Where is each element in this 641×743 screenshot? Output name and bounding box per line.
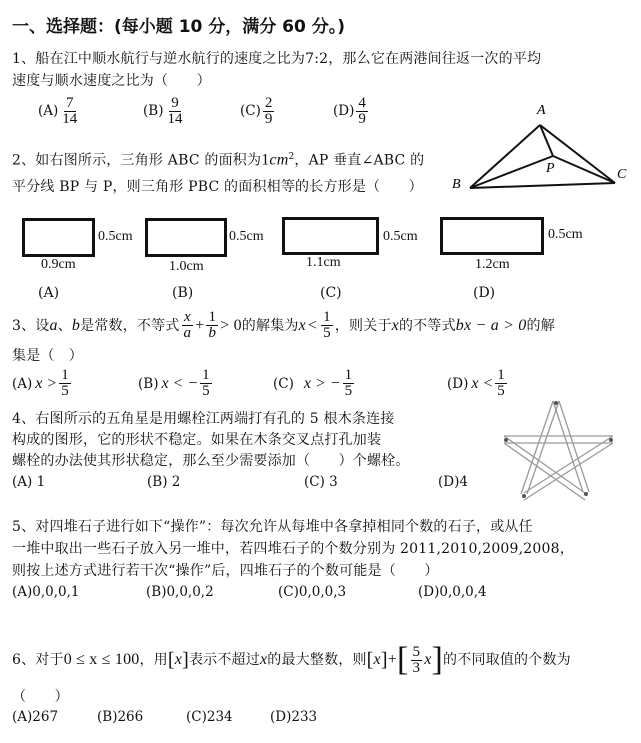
rect-height-label: 0.5cm <box>383 229 418 244</box>
q3-text: 的解 <box>526 317 555 334</box>
q4-line1: 4、右图所示的五角星是用螺栓江两端打有孔的 5 根木条连接 <box>12 411 395 427</box>
option-label: (A) <box>38 285 60 301</box>
fraction-denominator: 5 <box>323 325 331 341</box>
rect-width-label: 0.9cm <box>41 257 76 272</box>
q5-option-a[interactable]: (A)0,0,0,1 <box>12 584 80 600</box>
q5-line3: 则按上述方式进行若干次“操作”后，四堆石子的个数可能是（ ） <box>12 563 439 579</box>
q1-option-c[interactable] <box>240 96 276 127</box>
area-exponent: 2 <box>288 152 295 162</box>
fraction-denominator: a <box>183 325 192 341</box>
var-x: x <box>373 651 381 668</box>
fraction-numerator: 9 <box>171 95 179 111</box>
q3-option-a[interactable] <box>12 368 73 399</box>
range-expression: 0 ≤ x ≤ 100 <box>63 651 140 668</box>
var-a: a <box>49 316 58 334</box>
q6-text: 6、对于 <box>12 652 64 668</box>
q5-line1: 5、对四堆石子进行如下“操作”：每次允许从每堆中各拿掉相同个数的石子，或从任 <box>12 519 533 535</box>
option-label: (C) <box>240 103 261 119</box>
option-label: (C) <box>320 285 342 301</box>
var-x: x <box>298 316 306 334</box>
q6-option-b[interactable]: (B)266 <box>97 709 144 725</box>
bolt-left <box>504 438 508 442</box>
fraction-denominator: 9 <box>264 111 273 127</box>
floor-bracket-close: ] <box>380 649 388 671</box>
fraction-numerator: 1 <box>61 367 69 383</box>
fraction-numerator: 5 <box>412 643 421 660</box>
option-label: (A) <box>12 375 33 392</box>
q4-option-b[interactable]: (B) 2 <box>147 474 181 490</box>
q6-option-a[interactable]: (A)267 <box>12 709 59 725</box>
option-label: (B) <box>172 285 194 301</box>
q3-text: 、 <box>57 317 72 334</box>
rect-width-label: 1.2cm <box>475 257 510 272</box>
rectangle-d <box>440 217 544 255</box>
rect-height-label: 0.5cm <box>98 229 133 244</box>
rectangle-a <box>22 218 95 257</box>
var-x: x <box>174 651 183 668</box>
rectangle-c <box>282 217 379 255</box>
fraction-numerator: 7 <box>66 95 74 111</box>
q6-option-d[interactable]: (D)233 <box>270 709 318 725</box>
q4-option-d[interactable]: (D)4 <box>438 474 468 490</box>
rect-width-label: 1.1cm <box>306 255 341 270</box>
bolt-top <box>554 401 558 405</box>
q6-line1 <box>12 643 571 677</box>
option-relation: x < − <box>161 374 199 392</box>
triangle-abc-figure <box>440 95 641 205</box>
fraction-denominator: 9 <box>358 111 366 127</box>
pentagram-figure <box>490 390 620 505</box>
floor-bracket-open: [ <box>366 649 374 671</box>
q6-option-c[interactable]: (C)234 <box>186 709 233 725</box>
q3-line2: 集是（ ） <box>12 348 83 364</box>
option-label: (D) <box>333 103 355 119</box>
fraction-numerator: 2 <box>264 95 273 111</box>
option-label: (C) <box>273 375 294 392</box>
fraction-denominator: 14 <box>167 111 183 127</box>
rectangle-b <box>145 218 227 257</box>
floor-bracket-close: ] <box>431 641 444 678</box>
var-x: x <box>391 316 399 334</box>
fraction-denominator: 5 <box>61 383 69 399</box>
q3-text: 的不等式 <box>398 317 456 334</box>
q3-text: 的解集为 <box>241 317 299 334</box>
vertex-label-b: B <box>452 177 461 192</box>
bolt-bottom-right <box>584 492 588 496</box>
q1-option-b[interactable] <box>143 96 186 127</box>
fraction-numerator: x <box>183 309 191 325</box>
q3-line1 <box>12 310 555 341</box>
stick-1 <box>521 401 553 494</box>
area-value: 1 <box>261 151 270 169</box>
var-x: x <box>259 651 268 668</box>
fraction-numerator: 1 <box>344 367 353 383</box>
section-title: 一、选择题：(每小题 10 分，满分 60 分。) <box>12 17 346 37</box>
q3-text: 是常数，不等式 <box>80 317 180 334</box>
option-relation: x > − <box>303 374 341 392</box>
option-relation: x < <box>471 374 494 392</box>
option-relation: x > <box>35 374 58 392</box>
fraction-numerator: 1 <box>208 309 217 325</box>
q6-text: 表示不超过 <box>188 652 260 668</box>
q6-text: 的不同取值的个数为 <box>443 652 571 668</box>
q2-line2: 平分线 BP 与 P，则三角形 PBC 的面积相等的长方形是（ ） <box>12 179 423 195</box>
q4-line2: 构成的图形，它的形状不稳定。如果在木条交叉点打孔加装 <box>12 432 382 448</box>
fraction-denominator: 5 <box>497 383 505 399</box>
vertex-label-a: A <box>537 103 546 118</box>
q2-line1 <box>12 148 424 170</box>
option-label: (D) <box>473 285 496 301</box>
bolt-bottom-left <box>522 494 526 498</box>
q6-text: ，用 <box>139 652 168 668</box>
inequality-expression: bx − a > 0 <box>455 316 527 334</box>
q4-option-c[interactable]: (C) 3 <box>304 474 338 490</box>
plus-sign: + <box>387 651 397 668</box>
side-bc <box>470 183 615 188</box>
side-ab <box>470 125 540 188</box>
q1-option-a[interactable] <box>38 96 81 127</box>
q5-option-c[interactable]: (C)0,0,0,3 <box>278 584 347 600</box>
q5-option-b[interactable]: (B)0,0,0,2 <box>146 584 214 600</box>
q3-option-b[interactable] <box>138 368 214 399</box>
q4-option-a[interactable]: (A) 1 <box>12 474 46 490</box>
q3-text: 3、设 <box>12 317 50 334</box>
area-unit: cm <box>269 151 289 169</box>
option-label: (B) <box>143 103 164 119</box>
q1-option-d[interactable] <box>333 96 370 127</box>
fraction-denominator: 3 <box>412 659 421 676</box>
floor-bracket-open: [ <box>167 649 175 671</box>
less-than: < <box>307 316 318 334</box>
option-label: (A) <box>38 103 59 119</box>
option-label: (D) <box>447 375 469 392</box>
option-label: (B) <box>138 375 159 392</box>
q6-line2: （ ） <box>12 689 69 705</box>
rect-height-label: 0.5cm <box>548 227 583 242</box>
q2-text: ，AP 垂直∠ABC 的 <box>294 152 425 169</box>
q3-text: ，则关于 <box>334 317 392 334</box>
fraction-denominator: b <box>208 325 217 341</box>
fraction-numerator: 1 <box>497 367 505 383</box>
rect-height-label: 0.5cm <box>229 229 264 244</box>
fraction-numerator: 4 <box>358 95 366 111</box>
segment-bp <box>470 156 553 188</box>
fraction-denominator: 14 <box>62 111 78 127</box>
fraction-numerator: 1 <box>323 309 331 325</box>
floor-bracket-close: ] <box>182 649 189 671</box>
var-x: x <box>424 651 432 668</box>
fraction-numerator: 1 <box>202 367 210 383</box>
point-label-p: P <box>546 161 555 176</box>
rect-width-label: 1.0cm <box>169 259 204 274</box>
q2-text: 2、如右图所示，三角形 ABC 的面积为 <box>12 152 262 169</box>
floor-bracket-open: [ <box>396 641 409 678</box>
var-b: b <box>71 316 81 334</box>
fraction-denominator: 5 <box>344 383 353 399</box>
fraction-denominator: 5 <box>202 383 210 399</box>
bolt-right <box>609 438 613 442</box>
vertex-label-c: C <box>617 167 627 182</box>
q5-option-d[interactable]: (D)0,0,0,4 <box>418 584 487 600</box>
plus-sign: + <box>195 316 205 334</box>
q1-line1: 1、船在江中顺水航行与逆水航行的速度之比为7:2，那么它在两港间往返一次的平均 <box>12 51 542 67</box>
q1-line2: 速度与顺水速度之比为（ ） <box>12 73 211 89</box>
q6-text: 的最大整数，则 <box>267 652 367 668</box>
q3-option-c[interactable] <box>273 368 356 399</box>
q5-line2: 一堆中取出一些石子放入另一堆中，若四堆石子的个数分别为 2011,2010,2009,2008， <box>12 541 574 557</box>
inequality: > 0 <box>220 316 242 334</box>
q4-line3: 螺栓的办法使其形状稳定，那么至少需要添加（ ）个螺栓。 <box>12 453 410 469</box>
